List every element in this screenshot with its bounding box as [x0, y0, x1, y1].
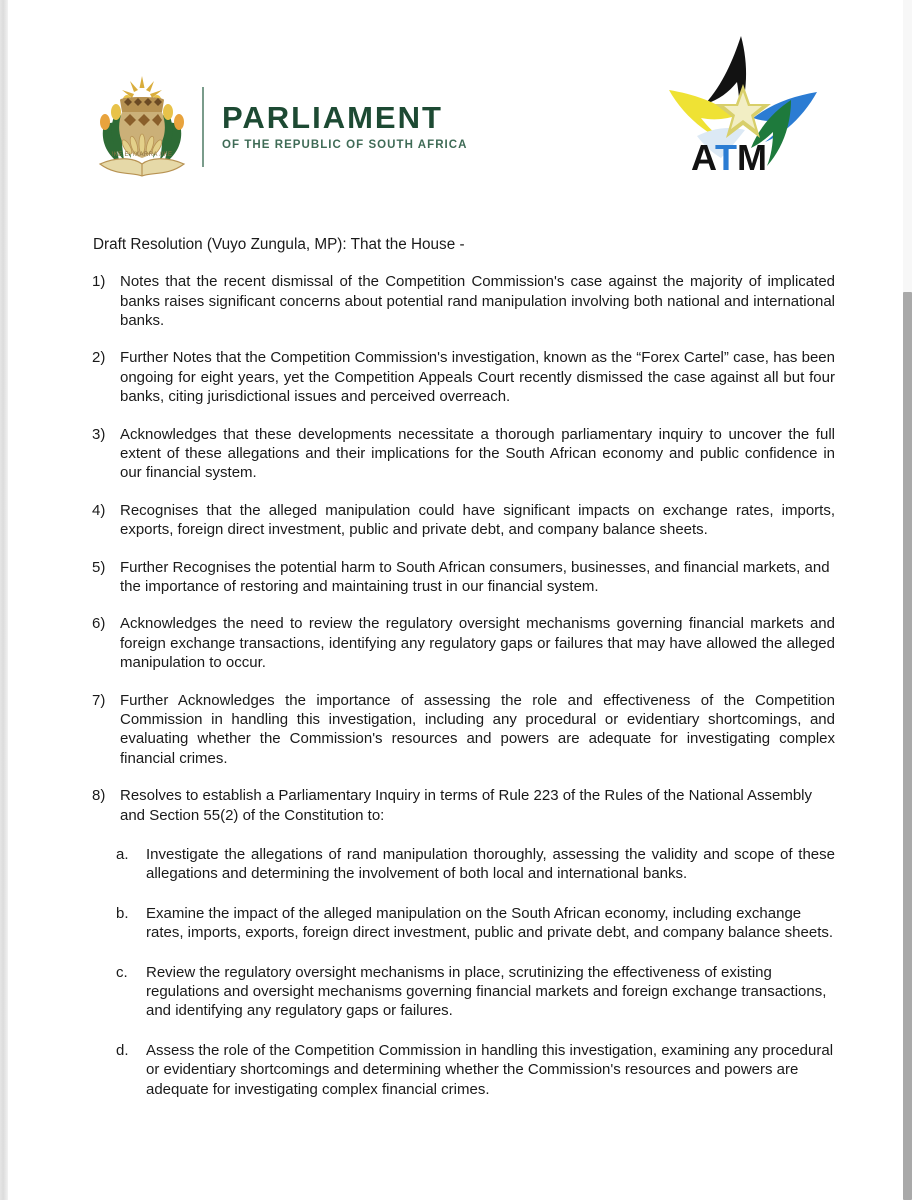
atm-star-icon [663, 28, 823, 188]
subitem-text: Assess the role of the Competition Commission in handling this investigation, examining any procedural or evidentiary shortcomings and determining whether the Commission's resources and powers are adequate for investigating complex financial crimes. [146, 1041, 834, 1098]
item-text: Further Acknowledges the importance of assessing the role and effectiveness of the Competition Commission in handling this investigation, including any procedural or evidentiary shortcomings, and evaluating whether the Commission's resources and powers are adequate for investigating complex financial crimes. [120, 691, 835, 767]
resolution-item [88, 558, 835, 597]
svg-text:!KE E: /XARRA //KE: !KE E: /XARRA //KE [111, 152, 173, 158]
south-african-coat-of-arms-icon [90, 72, 194, 182]
atm-logo [663, 28, 823, 188]
resolution-subitem [116, 845, 835, 884]
resolution-title: Draft Resolution (Vuyo Zungula, MP): That the House - [93, 236, 465, 253]
resolution-item [88, 614, 835, 672]
subitem-marker: c. [116, 963, 128, 981]
logo-divider [202, 87, 204, 167]
document-header [8, 0, 903, 205]
resolution-subitems-list [116, 845, 835, 1099]
resolution-subitem [116, 1041, 835, 1099]
item-marker: 4) [92, 501, 106, 519]
subitem-text: Review the regulatory oversight mechanisms in place, scrutinizing the effectiveness of existing regulations and oversight mechanisms governing financial markets and foreign exchange transactions, and identifying any regulatory gaps or failures. [146, 963, 827, 1020]
resolution-items-list [88, 272, 835, 825]
subitem-marker: b. [116, 904, 129, 922]
item-text: Further Notes that the Competition Commission's investigation, known as the “Forex Cartel” case, has been ongoing for eight years, yet the Competition Appeals Court recently dismissed the case against all but four banks, citing jurisdictional issues and perceived overreach. [120, 349, 835, 406]
parliament-title: PARLIAMENT [222, 100, 443, 136]
item-marker: 3) [92, 425, 106, 443]
subitem-text: Examine the impact of the alleged manipulation on the South African economy, including exchange rates, imports, exports, foreign direct investment, public and private debt, and company balance sheets. [146, 904, 834, 942]
item-marker: 5) [92, 558, 106, 576]
subitem-marker: d. [116, 1041, 129, 1059]
item-marker: 6) [92, 615, 106, 633]
subitem-text: Investigate the allegations of rand manipulation thoroughly, assessing the validity and scope of these allegations and determining the involvement of both local and international banks. [146, 846, 835, 883]
resolution-item [88, 425, 835, 483]
item-text: Acknowledges the need to review the regulatory oversight mechanisms governing financial markets and foreign exchange transactions, identifying any regulatory gaps or failures that may have allowed the alleged manipulation to occur. [120, 615, 835, 672]
resolution-subitems-wrapper [116, 845, 835, 1099]
parliament-wordmark [222, 102, 468, 152]
item-text: Acknowledges that these developments necessitate a thorough parliamentary inquiry to uncover the full extent of these allegations and their implications for the South African economy and public confidence in our financial system. [120, 425, 835, 482]
svg-text:A: A [691, 137, 717, 178]
parliament-subtitle: OF THE REPUBLIC OF SOUTH AFRICA [222, 139, 468, 152]
item-text: Recognises that the alleged manipulation could have significant impacts on exchange rates, imports, exports, foreign direct investment, public and private debt, and company balance sheets. [120, 501, 835, 539]
document-body [8, 205, 903, 1099]
resolution-subitem [116, 904, 835, 943]
subitem-marker: a. [116, 846, 129, 864]
item-marker: 7) [92, 691, 106, 709]
resolution-item [88, 691, 835, 769]
item-marker: 2) [92, 349, 106, 367]
item-marker: 8) [92, 787, 106, 805]
parliament-logo [90, 72, 468, 182]
svg-text:M: M [737, 137, 767, 178]
vertical-scrollbar-thumb[interactable] [903, 292, 912, 1200]
item-marker: 1) [92, 273, 106, 291]
resolution-item [88, 501, 835, 540]
resolution-item [88, 786, 835, 825]
item-text: Notes that the recent dismissal of the Competition Commission's case against the majority of implicated banks raises significant concerns about potential rand manipulation involving both national and international banks. [120, 273, 835, 329]
svg-text:T: T [715, 137, 737, 178]
document-page [8, 0, 903, 1200]
resolution-item [88, 348, 835, 406]
resolution-item [88, 272, 835, 330]
item-text: Further Recognises the potential harm to South African consumers, businesses, and financial markets, and the importance of restoring and maintaining trust in our financial system. [120, 558, 830, 595]
resolution-subitem [116, 963, 835, 1021]
viewer-left-edge [0, 0, 8, 1200]
item-text: Resolves to establish a Parliamentary Inquiry in terms of Rule 223 of the Rules of the National Assembly and Section 55(2) of the Constitution to: [120, 787, 813, 824]
vertical-scrollbar-track[interactable] [903, 0, 912, 1200]
